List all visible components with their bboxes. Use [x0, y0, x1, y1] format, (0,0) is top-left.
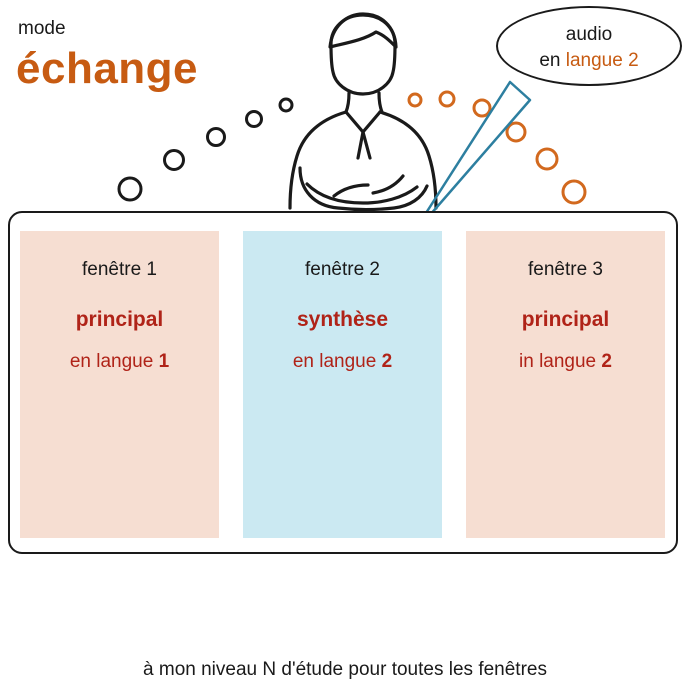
window-2-role: synthèse [296, 308, 389, 331]
window-3-title: fenêtre 3 [528, 259, 603, 280]
window-3-role: principal [521, 308, 610, 331]
window-3-language-number: 2 [601, 351, 612, 372]
window-column-3 [466, 231, 665, 538]
windows-container [8, 211, 678, 680]
window-1-language-number: 1 [158, 351, 170, 372]
speech-bubble-line2 [496, 48, 682, 74]
window-column-1 [20, 231, 219, 538]
window-3-language [466, 351, 665, 373]
window-2-language-prefix: en langue [292, 351, 382, 372]
window-2-language-number: 2 [381, 351, 393, 372]
page-title: échange [16, 44, 199, 93]
window-1-title: fenêtre 1 [82, 259, 157, 280]
window-2-title: fenêtre 2 [305, 259, 380, 280]
window-1-role: principal [75, 308, 164, 331]
speech-bubble-line2-prefix: en [539, 49, 566, 71]
window-3-language-prefix: in langue [519, 351, 602, 372]
window-1-language [20, 351, 219, 373]
speech-bubble-line1: audio [565, 24, 613, 45]
window-1-language-prefix: en langue [69, 351, 159, 372]
mode-label: mode [18, 18, 66, 39]
speech-bubble-line2-highlight: langue 2 [565, 49, 639, 71]
window-column-2 [243, 231, 442, 538]
footer-note: à mon niveau N d'étude pour toutes les fenêtres [143, 659, 547, 680]
speech-bubble-text [496, 22, 682, 73]
window-2-language [243, 351, 442, 373]
speech-bubble [496, 6, 684, 88]
